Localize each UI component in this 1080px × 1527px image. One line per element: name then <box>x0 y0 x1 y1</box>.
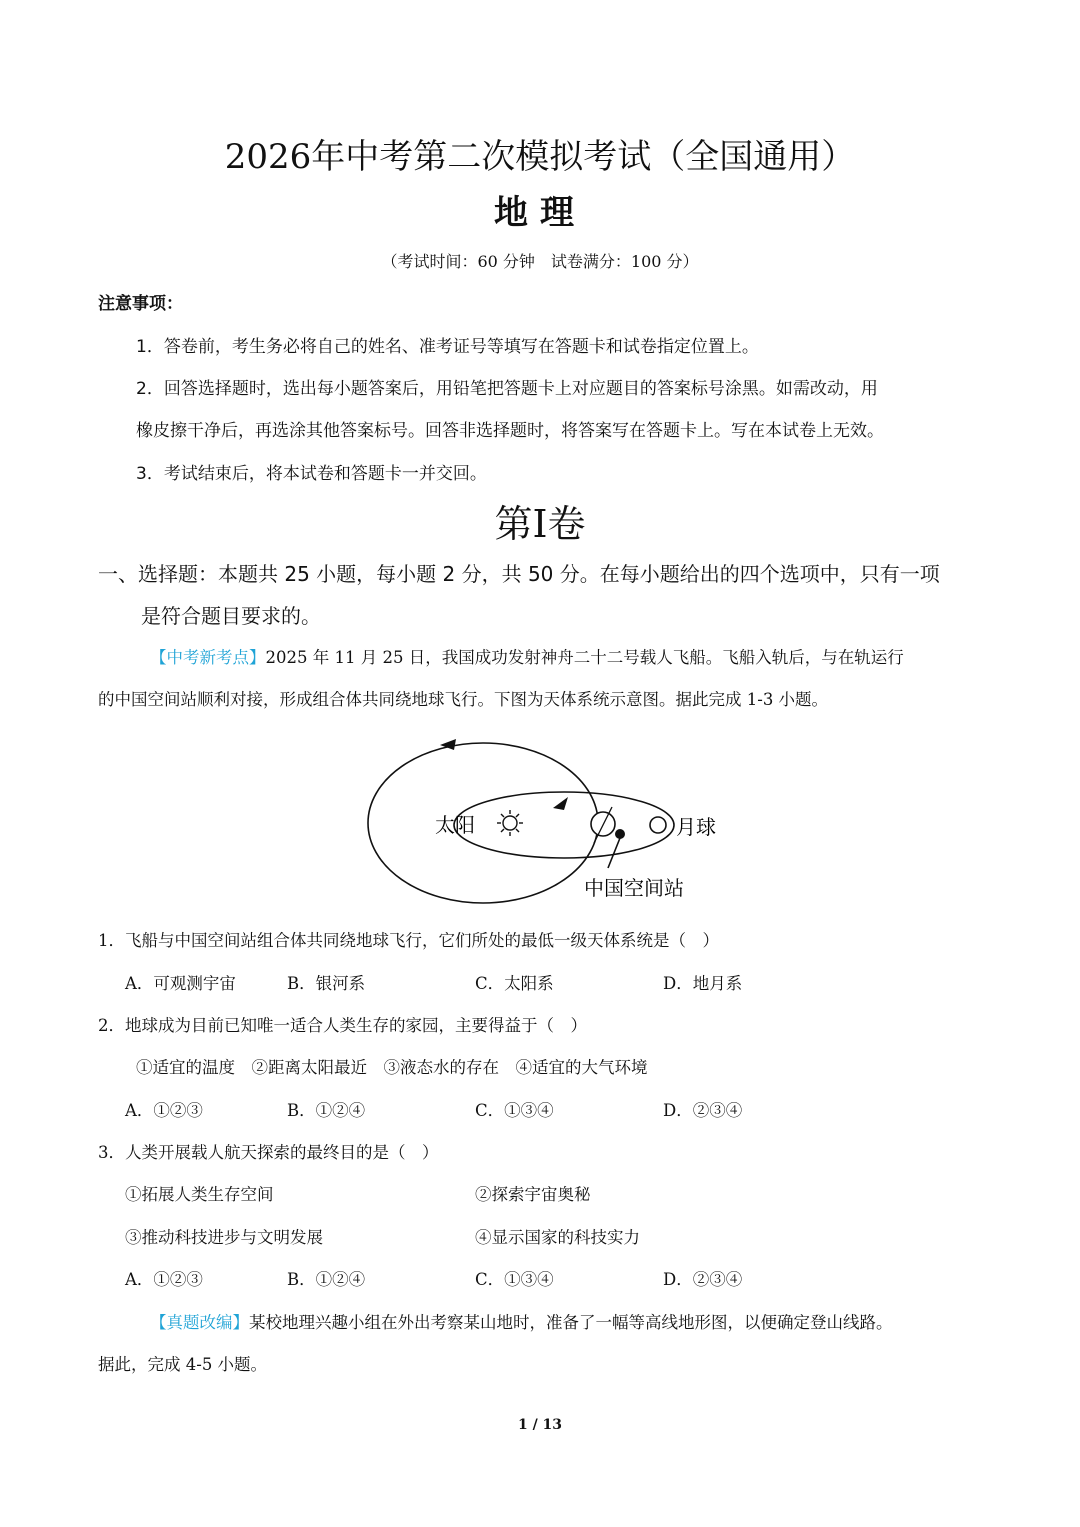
q2-option-d: D．②③④ <box>663 1101 743 1120</box>
q3-option-b: B．①②④ <box>287 1270 366 1289</box>
tag-label: 【中考新考点】 <box>150 648 266 667</box>
question-1: 1．飞船与中国空间站组合体共同绕地球飞行，它们所处的最低一级天体系统是（ ） <box>98 931 719 950</box>
q1-option-c: C．太阳系 <box>475 974 554 993</box>
moon-icon <box>650 817 666 833</box>
note-item: 1．答卷前，考生务必将自己的姓名、准考证号等填写在答题卡和试卷指定位置上。 <box>136 337 759 357</box>
q2-option-c: C．①③④ <box>475 1101 554 1120</box>
space-station-icon <box>615 829 625 839</box>
q3-item: ②探索宇宙奥秘 <box>475 1185 591 1204</box>
intro-paragraph-1-cont: 的中国空间站顺利对接，形成组合体共同绕地球飞行。下图为天体系统示意图。据此完成 1-3 小题。 <box>98 690 829 709</box>
time-info: （考试时间：60 分钟 试卷满分：100 分） <box>381 252 699 271</box>
intro-paragraph-2 <box>150 1315 893 1332</box>
q3-option-d: D．②③④ <box>663 1270 743 1289</box>
question-2: 2．地球成为目前已知唯一适合人类生存的家园，主要得益于（ ） <box>98 1016 587 1035</box>
sun-icon <box>497 810 523 836</box>
notes-heading: 注意事项： <box>98 294 183 314</box>
q3-item: ③推动科技进步与文明发展 <box>125 1228 323 1247</box>
celestial-system-diagram <box>360 730 720 910</box>
q1-option-b: B．银河系 <box>287 974 366 993</box>
note-item: 2．回答选择题时，选出每小题答案后，用铅笔把答题卡上对应题目的答案标号涂黑。如需改动，用 <box>136 379 878 399</box>
note-item: 橡皮擦干净后，再选涂其他答案标号。回答非选择题时，将答案写在答题卡上。写在本试卷上无效。 <box>136 421 884 441</box>
volume-heading: 第I卷 <box>494 502 586 546</box>
question-3: 3．人类开展载人航天探索的最终目的是（ ） <box>98 1143 439 1162</box>
intro-paragraph-2-cont: 据此，完成 4-5 小题。 <box>98 1355 268 1374</box>
subject-title: 地理 <box>494 193 586 233</box>
q3-item: ①拓展人类生存空间 <box>125 1185 274 1204</box>
exam-title: 2026年中考第二次模拟考试（全国通用） <box>224 137 856 177</box>
moon-label: 月球 <box>676 815 716 839</box>
q1-option-d: D．地月系 <box>663 974 743 993</box>
q2-option-b: B．①②④ <box>287 1101 366 1120</box>
station-label: 中国空间站 <box>584 876 684 900</box>
intro-paragraph-1 <box>150 650 904 667</box>
earth-icon <box>591 807 615 843</box>
section-heading: 一、选择题：本题共 25 小题，每小题 2 分，共 50 分。在每小题给出的四个选项中，只有一项 <box>98 562 940 586</box>
q1-option-a: A．可观测宇宙 <box>125 974 236 993</box>
q3-option-a: A．①②③ <box>125 1270 203 1289</box>
tag-label: 【真题改编】 <box>150 1313 249 1332</box>
orbit-arrow-icon <box>553 797 568 810</box>
q2-option-a: A．①②③ <box>125 1101 203 1120</box>
q3-option-c: C．①③④ <box>475 1270 554 1289</box>
sun-label: 太阳 <box>435 813 475 837</box>
q2-items: ①适宜的温度 ②距离太阳最近 ③液态水的存在 ④适宜的大气环境 <box>136 1058 648 1077</box>
q3-item: ④显示国家的科技实力 <box>475 1228 640 1247</box>
page-number: 1 / 13 <box>517 1417 563 1433</box>
section-heading-cont: 是符合题目要求的。 <box>141 604 321 628</box>
note-item: 3．考试结束后，将本试卷和答题卡一并交回。 <box>136 464 487 484</box>
intro-text: 某校地理兴趣小组在外出考察某山地时，准备了一幅等高线地形图，以便确定登山线路。 <box>249 1313 893 1332</box>
intro-text: 2025 年 11 月 25 日，我国成功发射神舟二十二号载人飞船。飞船入轨后，与在轨运行 <box>265 648 904 667</box>
